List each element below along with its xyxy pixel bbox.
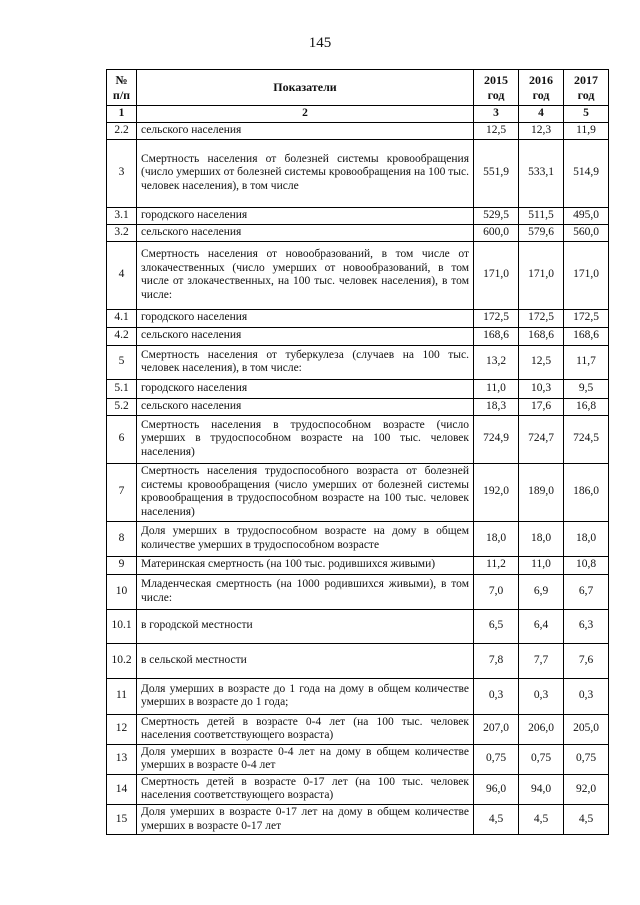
value-2017: 560,0	[564, 224, 609, 241]
value-2017: 10,8	[564, 556, 609, 574]
row-number: 3.1	[107, 207, 137, 224]
value-2017: 16,8	[564, 398, 609, 415]
table-row	[107, 241, 609, 309]
indicator-text: Смертность населения от новообразований, в том числе от злокачественных (число умерших от новообразований, в том числе от злокачественных, на 100 тыс. человек населения), в том числе:	[137, 241, 474, 309]
value-2015: 529,5	[474, 207, 519, 224]
value-2015: 96,0	[474, 774, 519, 804]
table-row	[107, 327, 609, 345]
value-2015: 11,2	[474, 556, 519, 574]
table-row	[107, 463, 609, 521]
indicator-text: сельского населения	[137, 398, 474, 415]
indicator-text: сельского населения	[137, 224, 474, 241]
value-2017: 18,0	[564, 521, 609, 556]
row-number: 5	[107, 345, 137, 379]
value-2015: 207,0	[474, 714, 519, 744]
indicator-text: в городской местности	[137, 609, 474, 643]
indicator-text: сельского населения	[137, 123, 474, 140]
table-row	[107, 609, 609, 643]
indicator-text: Смертность населения в трудоспособном возрасте (число умерших в трудоспособном возрасте на 100 тыс. человек населения)	[137, 415, 474, 463]
value-2016: 17,6	[519, 398, 564, 415]
table-row	[107, 123, 609, 140]
row-number: 12	[107, 714, 137, 744]
indicator-text: Доля умерших в возрасте до 1 года на дому в общем количестве умерших в возрасте до 1 года;	[137, 678, 474, 714]
column-index: 2	[137, 106, 474, 123]
indicator-text: Смертность детей в возрасте 0-17 лет (на 100 тыс. человек населения соответствующего возраста)	[137, 774, 474, 804]
value-2017: 514,9	[564, 139, 609, 207]
value-2015: 724,9	[474, 415, 519, 463]
row-number: 4	[107, 241, 137, 309]
row-number: 3	[107, 139, 137, 207]
indicators-table	[106, 69, 609, 835]
table-row	[107, 139, 609, 207]
value-2016: 11,0	[519, 556, 564, 574]
value-2015: 12,5	[474, 123, 519, 140]
value-2016: 0,3	[519, 678, 564, 714]
value-2017: 11,9	[564, 123, 609, 140]
value-2016: 94,0	[519, 774, 564, 804]
table-row	[107, 804, 609, 834]
table-row	[107, 379, 609, 398]
row-number: 10	[107, 574, 137, 609]
value-2016: 172,5	[519, 309, 564, 327]
indicator-text: городского населения	[137, 379, 474, 398]
value-2017: 92,0	[564, 774, 609, 804]
value-2017: 6,7	[564, 574, 609, 609]
value-2015: 0,75	[474, 744, 519, 774]
value-2015: 171,0	[474, 241, 519, 309]
column-index: 1	[107, 106, 137, 123]
table-row	[107, 774, 609, 804]
table-row	[107, 678, 609, 714]
value-2015: 6,5	[474, 609, 519, 643]
value-2015: 172,5	[474, 309, 519, 327]
indicator-text: Материнская смертность (на 100 тыс. родившихся живыми)	[137, 556, 474, 574]
value-2016: 7,7	[519, 643, 564, 678]
value-2017: 724,5	[564, 415, 609, 463]
value-2017: 172,5	[564, 309, 609, 327]
header-indicator: Показатели	[137, 70, 474, 106]
value-2016: 0,75	[519, 744, 564, 774]
value-2015: 168,6	[474, 327, 519, 345]
indicator-text: Смертность населения от болезней системы кровообращения (число умерших от болезней системы кровообращения на 100 тыс. человек населения), в том числе	[137, 139, 474, 207]
header-year-2015: 2015 год	[474, 70, 519, 106]
indicator-text: Младенческая смертность (на 1000 родившихся живыми), в том числе:	[137, 574, 474, 609]
table-row	[107, 207, 609, 224]
column-index: 5	[564, 106, 609, 123]
value-2016: 579,6	[519, 224, 564, 241]
row-number: 2.2	[107, 123, 137, 140]
indicator-text: Доля умерших в возрасте 0-4 лет на дому в общем количестве умерших в возрасте 0-4 лет	[137, 744, 474, 774]
row-number: 11	[107, 678, 137, 714]
table-row	[107, 398, 609, 415]
table-row	[107, 714, 609, 744]
row-number: 14	[107, 774, 137, 804]
row-number: 10.1	[107, 609, 137, 643]
value-2015: 18,0	[474, 521, 519, 556]
table-row	[107, 744, 609, 774]
value-2015: 7,8	[474, 643, 519, 678]
value-2015: 0,3	[474, 678, 519, 714]
table-row	[107, 574, 609, 609]
table-row	[107, 309, 609, 327]
row-number: 3.2	[107, 224, 137, 241]
indicator-text: городского населения	[137, 207, 474, 224]
row-number: 5.2	[107, 398, 137, 415]
row-number: 5.1	[107, 379, 137, 398]
header-num: № п/п	[107, 70, 137, 106]
row-number: 15	[107, 804, 137, 834]
row-number: 10.2	[107, 643, 137, 678]
indicator-text: городского населения	[137, 309, 474, 327]
value-2015: 4,5	[474, 804, 519, 834]
indicator-text: Смертность детей в возрасте 0-4 лет (на 100 тыс. человек населения соответствующего возраста)	[137, 714, 474, 744]
header-year-2017: 2017 год	[564, 70, 609, 106]
value-2016: 6,9	[519, 574, 564, 609]
value-2016: 12,3	[519, 123, 564, 140]
value-2017: 171,0	[564, 241, 609, 309]
value-2017: 495,0	[564, 207, 609, 224]
value-2015: 192,0	[474, 463, 519, 521]
row-number: 7	[107, 463, 137, 521]
indicator-text: Доля умерших в возрасте 0-17 лет на дому в общем количестве умерших в возрасте 0-17 лет	[137, 804, 474, 834]
table-row	[107, 643, 609, 678]
value-2017: 4,5	[564, 804, 609, 834]
value-2015: 13,2	[474, 345, 519, 379]
value-2016: 511,5	[519, 207, 564, 224]
value-2016: 12,5	[519, 345, 564, 379]
value-2016: 724,7	[519, 415, 564, 463]
value-2016: 6,4	[519, 609, 564, 643]
column-index-row	[107, 106, 609, 123]
indicator-text: Доля умерших в трудоспособном возрасте на дому в общем количестве умерших в трудоспособном возрасте	[137, 521, 474, 556]
value-2015: 18,3	[474, 398, 519, 415]
value-2016: 4,5	[519, 804, 564, 834]
value-2016: 18,0	[519, 521, 564, 556]
value-2015: 7,0	[474, 574, 519, 609]
value-2016: 168,6	[519, 327, 564, 345]
table-row	[107, 415, 609, 463]
value-2016: 206,0	[519, 714, 564, 744]
value-2016: 189,0	[519, 463, 564, 521]
value-2016: 171,0	[519, 241, 564, 309]
value-2015: 11,0	[474, 379, 519, 398]
table-row	[107, 345, 609, 379]
value-2017: 0,3	[564, 678, 609, 714]
value-2016: 10,3	[519, 379, 564, 398]
table-row	[107, 521, 609, 556]
value-2017: 0,75	[564, 744, 609, 774]
column-index: 4	[519, 106, 564, 123]
page-number: 145	[308, 35, 332, 51]
table-row	[107, 556, 609, 574]
indicator-text: в сельской местности	[137, 643, 474, 678]
row-number: 6	[107, 415, 137, 463]
table-body	[107, 123, 609, 835]
value-2017: 7,6	[564, 643, 609, 678]
row-number: 4.1	[107, 309, 137, 327]
row-number: 13	[107, 744, 137, 774]
header-year-2016: 2016 год	[519, 70, 564, 106]
value-2017: 9,5	[564, 379, 609, 398]
table-header-row	[107, 70, 609, 106]
indicator-text: Смертность населения трудоспособного возраста от болезней системы кровообращения (число умерших от болезней системы кровообращения в трудоспособном возрасте на 100 тыс. человек населения)	[137, 463, 474, 521]
value-2017: 11,7	[564, 345, 609, 379]
indicator-text: Смертность населения от туберкулеза (случаев на 100 тыс. человек населения), в том числе:	[137, 345, 474, 379]
value-2015: 551,9	[474, 139, 519, 207]
value-2016: 533,1	[519, 139, 564, 207]
value-2015: 600,0	[474, 224, 519, 241]
row-number: 9	[107, 556, 137, 574]
indicator-text: сельского населения	[137, 327, 474, 345]
value-2017: 6,3	[564, 609, 609, 643]
value-2017: 205,0	[564, 714, 609, 744]
row-number: 8	[107, 521, 137, 556]
column-index: 3	[474, 106, 519, 123]
value-2017: 168,6	[564, 327, 609, 345]
value-2017: 186,0	[564, 463, 609, 521]
row-number: 4.2	[107, 327, 137, 345]
table-row	[107, 224, 609, 241]
